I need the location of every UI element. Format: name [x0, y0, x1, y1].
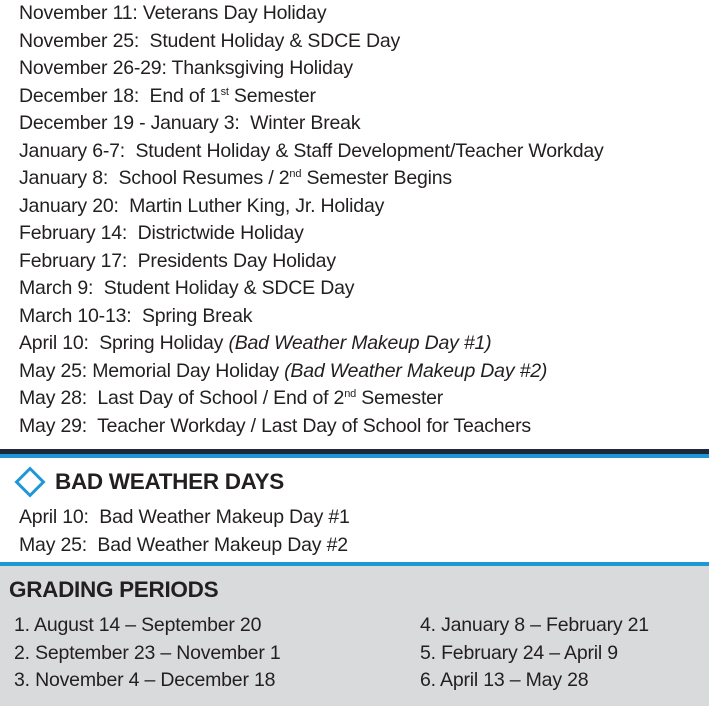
entry-date: January 8: [19, 167, 109, 189]
grading-periods-heading: GRADING PERIODS [9, 577, 219, 602]
calendar-entry [19, 165, 452, 192]
grading-period [14, 667, 275, 694]
entry-date: January 20: [19, 194, 119, 217]
entry-date: November 25: [19, 29, 140, 52]
item-text: Bad Weather Makeup Day #2 [97, 533, 348, 556]
period-range: April 13 – May 28 [440, 669, 589, 691]
period-range: September 23 – November 1 [35, 641, 281, 664]
grading-period [420, 612, 649, 639]
period-number: 5. [420, 641, 436, 664]
entry-date: May 28: [19, 387, 87, 409]
entry-text-after: Semester Begins [301, 167, 452, 189]
entry-text: Thanksgiving Holiday [171, 57, 353, 79]
calendar-entry [19, 385, 443, 412]
bad-weather-item [19, 504, 350, 531]
entry-text: Spring Break [141, 304, 253, 327]
entry-text: End of 1 [149, 84, 221, 107]
grading-period [14, 640, 280, 667]
diamond-icon [14, 466, 45, 497]
entry-text: Teacher Workday / Last Day of School for Teachers [97, 414, 531, 437]
entry-text: Spring Holiday [99, 332, 224, 354]
ordinal-suffix: st [220, 85, 229, 98]
calendar-entry [19, 248, 336, 275]
grading-period [420, 640, 618, 667]
calendar-entry [19, 55, 353, 82]
calendar-entry [19, 220, 304, 247]
entry-date: December 18: [19, 84, 140, 107]
period-range: January 8 – February 21 [441, 614, 649, 636]
entry-date: November 26-29: [19, 57, 167, 79]
calendar-entry [19, 303, 252, 330]
entry-text: Presidents Day Holiday [137, 249, 336, 272]
bad-weather-section [0, 458, 709, 562]
entry-text-after: Semester [356, 387, 444, 409]
period-number: 4. [420, 614, 436, 636]
item-text: Bad Weather Makeup Day #1 [99, 506, 350, 528]
grading-period [14, 612, 261, 639]
entry-date: March 10-13: [19, 304, 132, 327]
entry-text: Martin Luther King, Jr. Holiday [129, 194, 385, 217]
calendar-entry [19, 28, 400, 55]
grading-periods-section [0, 566, 709, 706]
entry-date: February 14: [19, 222, 128, 244]
calendar-entry [19, 275, 354, 302]
entry-date: December 19 - January 3: [19, 112, 240, 134]
period-number: 1. [14, 614, 30, 636]
period-number: 3. [14, 669, 30, 691]
period-number: 6. [420, 669, 436, 691]
entry-date: May 29: [19, 414, 87, 437]
calendar-entry [19, 330, 491, 357]
period-range: August 14 – September 20 [34, 614, 262, 636]
entry-date: January 6-7: [19, 139, 125, 162]
ordinal-suffix: nd [289, 168, 302, 180]
entry-date: May 25: [19, 359, 87, 382]
entry-note: (Bad Weather Makeup Day #2) [284, 359, 548, 382]
grading-period [420, 667, 588, 694]
bad-weather-title: BAD WEATHER DAYS [55, 469, 284, 494]
bad-weather-item [19, 532, 348, 559]
entry-text: Districtwide Holiday [137, 222, 304, 244]
entry-date: November 11: [19, 2, 138, 24]
period-range: February 24 – April 9 [441, 641, 618, 664]
ordinal-suffix: nd [344, 388, 357, 400]
calendar-entry [19, 193, 384, 220]
item-date: April 10: [19, 506, 89, 528]
entry-text: Student Holiday & Staff Development/Teacher Workday [135, 139, 604, 162]
entry-text-after: Semester [228, 84, 316, 107]
period-range: November 4 – December 18 [35, 669, 276, 691]
calendar-entry [19, 83, 316, 110]
entry-date: February 17: [19, 249, 128, 272]
calendar-entry [19, 0, 326, 27]
period-number: 2. [14, 641, 30, 664]
entry-text: Student Holiday & SDCE Day [149, 29, 401, 52]
entry-text: Last Day of School / End of 2 [97, 387, 345, 409]
item-date: May 25: [19, 533, 87, 556]
calendar-entry [19, 358, 547, 385]
entry-text: School Resumes / 2 [118, 167, 290, 189]
entry-text: Memorial Day Holiday [92, 359, 279, 382]
entry-text: Winter Break [250, 112, 361, 134]
calendar-entry [19, 110, 360, 137]
entry-text: Student Holiday & SDCE Day [103, 277, 355, 299]
calendar-entry [19, 138, 604, 165]
entry-note: (Bad Weather Makeup Day #1) [228, 332, 492, 354]
entry-text: Veterans Day Holiday [142, 2, 327, 24]
entry-date: April 10: [19, 332, 89, 354]
calendar-entry [19, 413, 531, 440]
entry-date: March 9: [19, 277, 94, 299]
